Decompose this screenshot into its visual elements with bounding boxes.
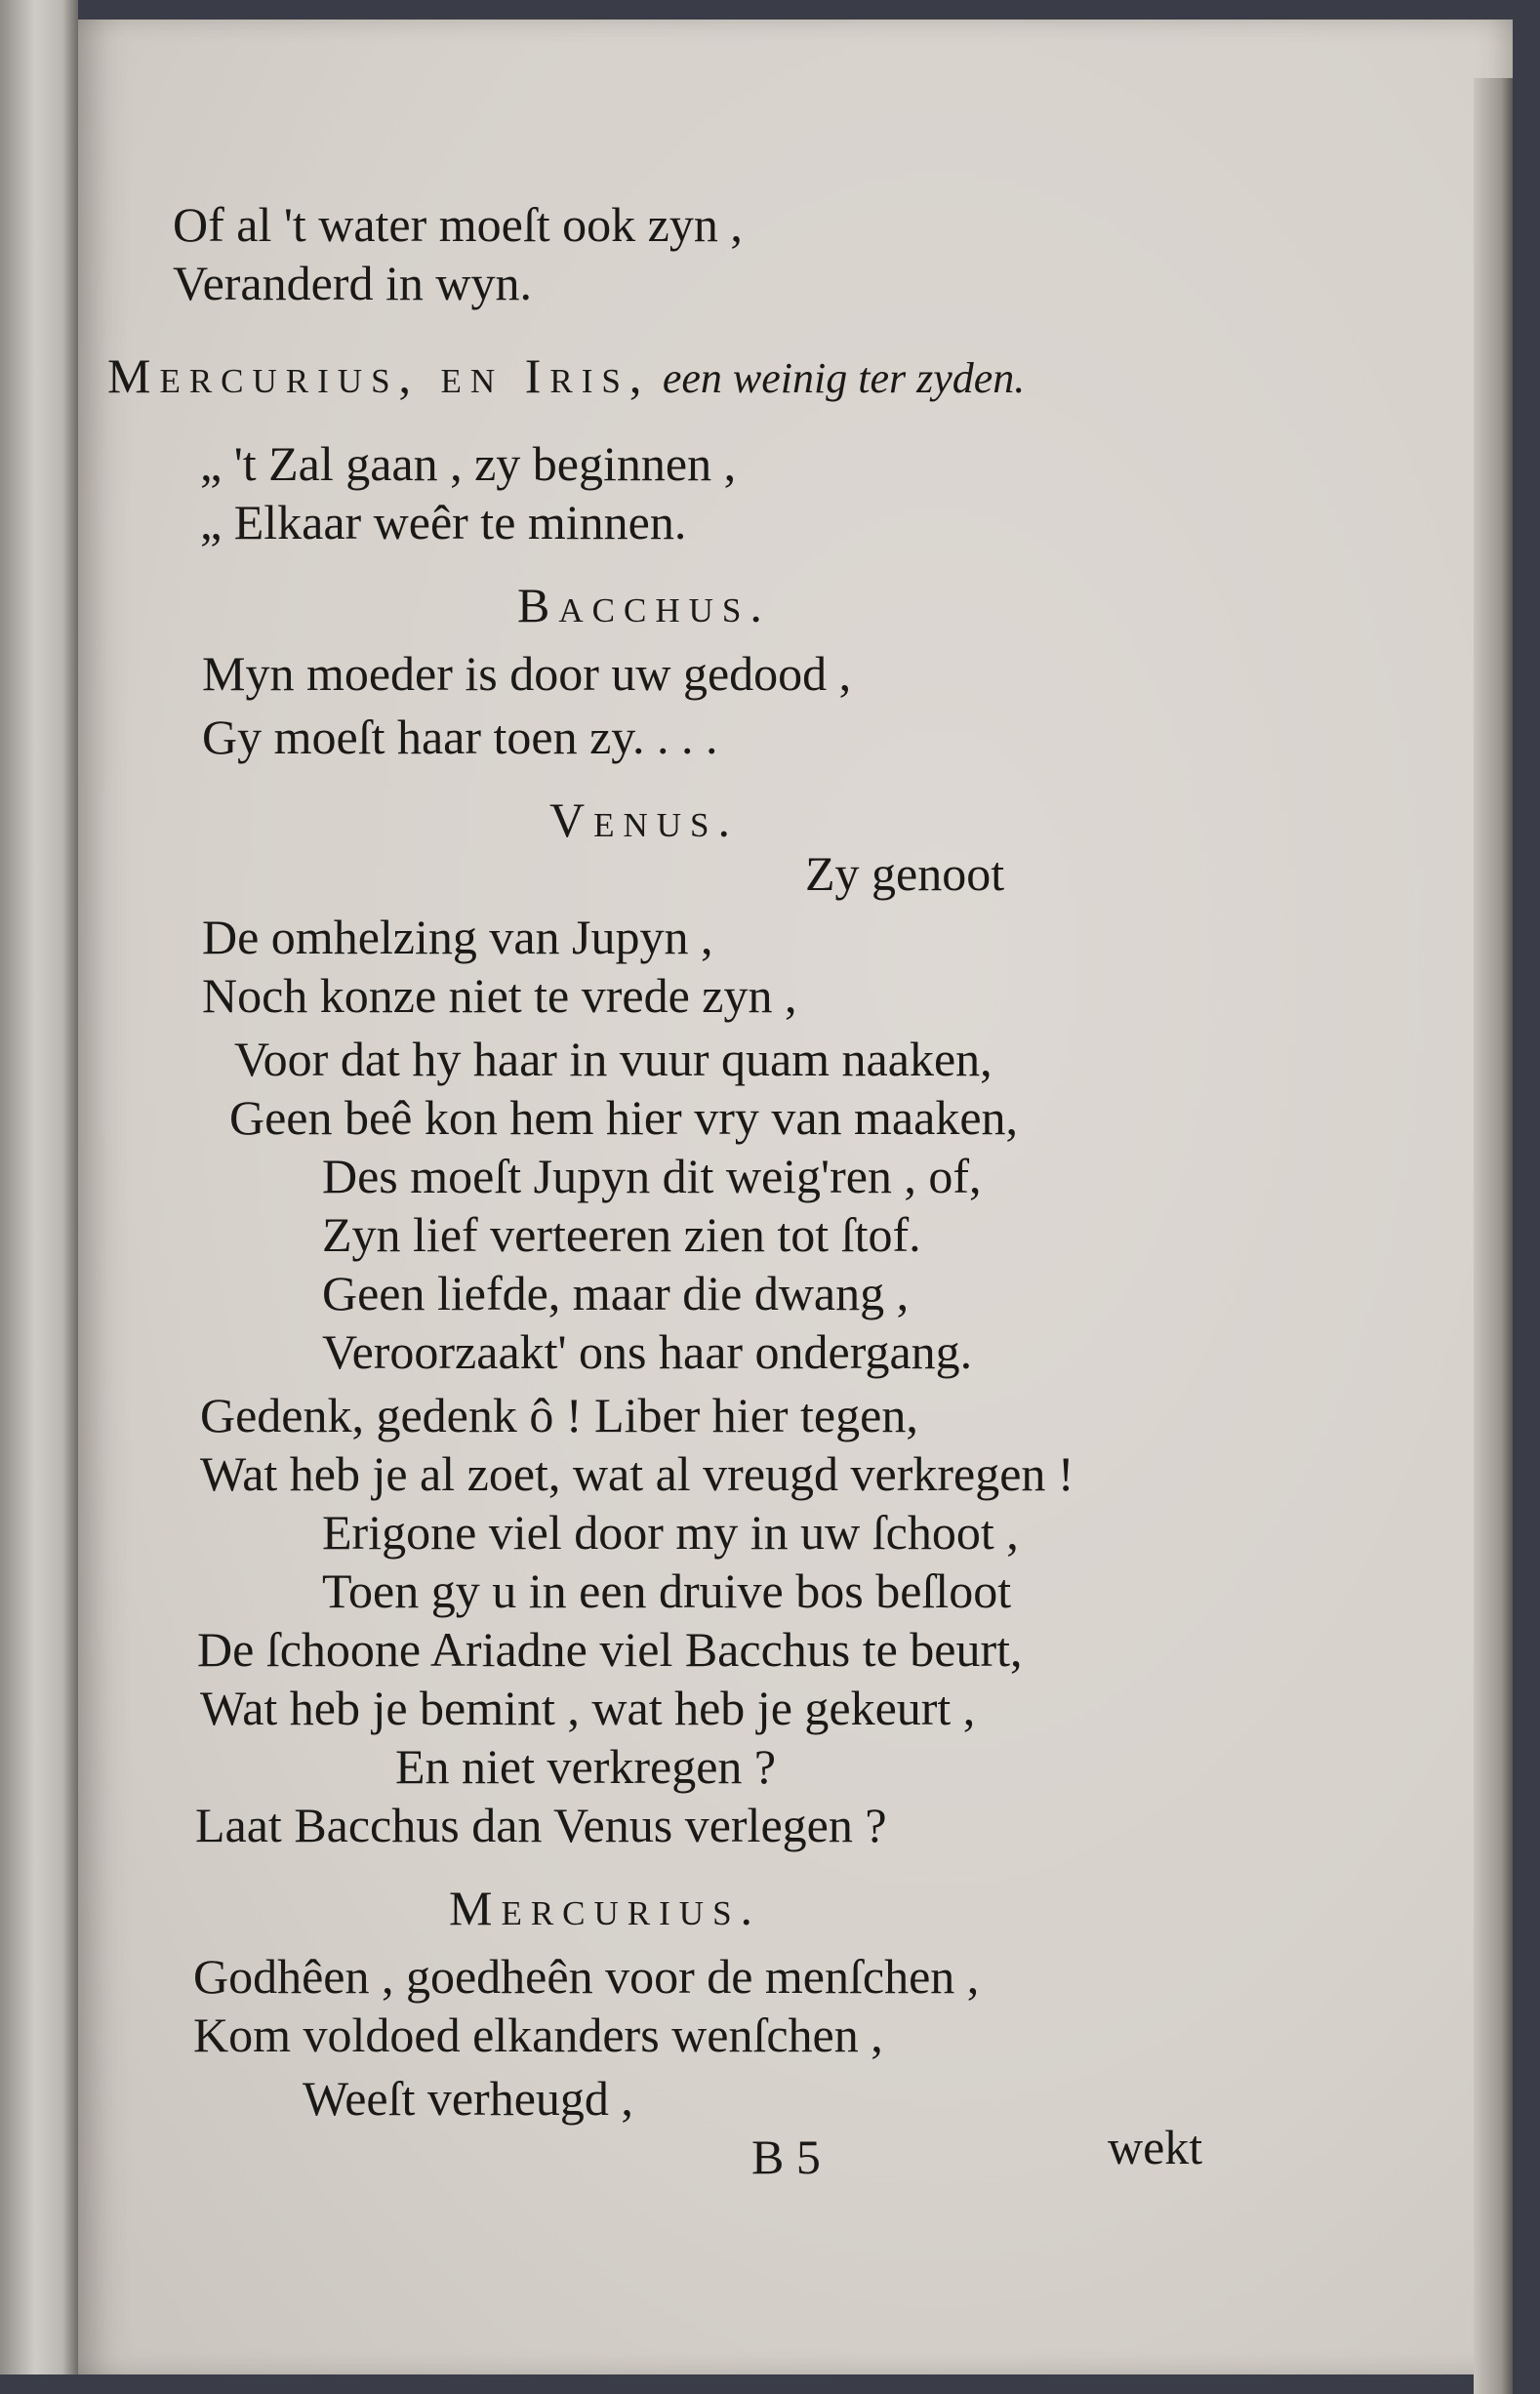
verse-line: „ 't Zal gaan , zy beginnen , [200, 436, 737, 491]
verse-line: De omhelzing van Jupyn , [202, 910, 713, 964]
catchword: wekt [1108, 2120, 1203, 2174]
facing-page-edge [0, 0, 78, 2374]
verse-line: Kom voldoed elkanders wenſchen , [193, 2008, 883, 2062]
verse-line: Voor dat hy haar in vuur quam naaken, [234, 1032, 993, 1086]
verse-line: Toen gy u in een druive bos beſloot [322, 1563, 1012, 1618]
stage-direction: een weinig ter zyden. [662, 354, 1026, 402]
verse-line: Laat Bacchus dan Venus verlegen ? [195, 1798, 887, 1852]
verse-line: De ſchoone Ariadne viel Bacchus te beurt, [197, 1622, 1023, 1677]
speaker-heading: Bacchus. [517, 578, 771, 632]
verse-line: „ Elkaar weêr te minnen. [200, 495, 687, 549]
page-fore-edge [1474, 78, 1513, 2394]
verse-line: Erigone viel door my in uw ſchoot , [322, 1505, 1019, 1560]
verse-line: Zy genoot [805, 846, 1005, 901]
verse-line: Gedenk, gedenk ô ! Liber hier tegen, [200, 1388, 918, 1442]
verse-line: Weeſt verheugd , [303, 2071, 633, 2126]
verse-line: Geen beê kon hem hier vry van maaken, [229, 1090, 1019, 1145]
verse-line: Veroorzaakt' ons haar ondergang. [322, 1324, 973, 1379]
speaker-name: Mercurius, en Iris, [107, 348, 651, 403]
verse-line: Godhêen , goedheên voor de menſchen , [193, 1949, 980, 2004]
verse-line: Of al 't water moeſt ook zyn , [173, 197, 743, 252]
signature-mark: B 5 [751, 2130, 821, 2184]
verse-line: Gy moeſt haar toen zy. . . . [202, 710, 718, 764]
verse-line: Des moeſt Jupyn dit weig'ren , of, [322, 1149, 982, 1203]
verse-line: Zyn lief verteeren zien tot ſtof. [322, 1207, 921, 1262]
verse-line: Wat heb je bemint , wat heb je gekeurt , [200, 1681, 976, 1735]
speaker-heading: Mercurius. [449, 1881, 762, 1935]
verse-line: Myn moeder is door uw gedood , [202, 646, 852, 701]
verse-line: Geen liefde, maar die dwang , [322, 1266, 910, 1320]
speaker-heading: Venus. [549, 792, 740, 847]
verse-line: Wat heb je al zoet, wat al vreugd verkregen ! [200, 1446, 1074, 1501]
verse-line: Veranderd in wyn. [173, 256, 532, 310]
verse-line: Noch konze niet te vrede zyn , [202, 968, 797, 1023]
book-page [78, 20, 1513, 2374]
speaker-heading [107, 346, 1025, 408]
verse-line: En niet verkregen ? [395, 1739, 777, 1794]
